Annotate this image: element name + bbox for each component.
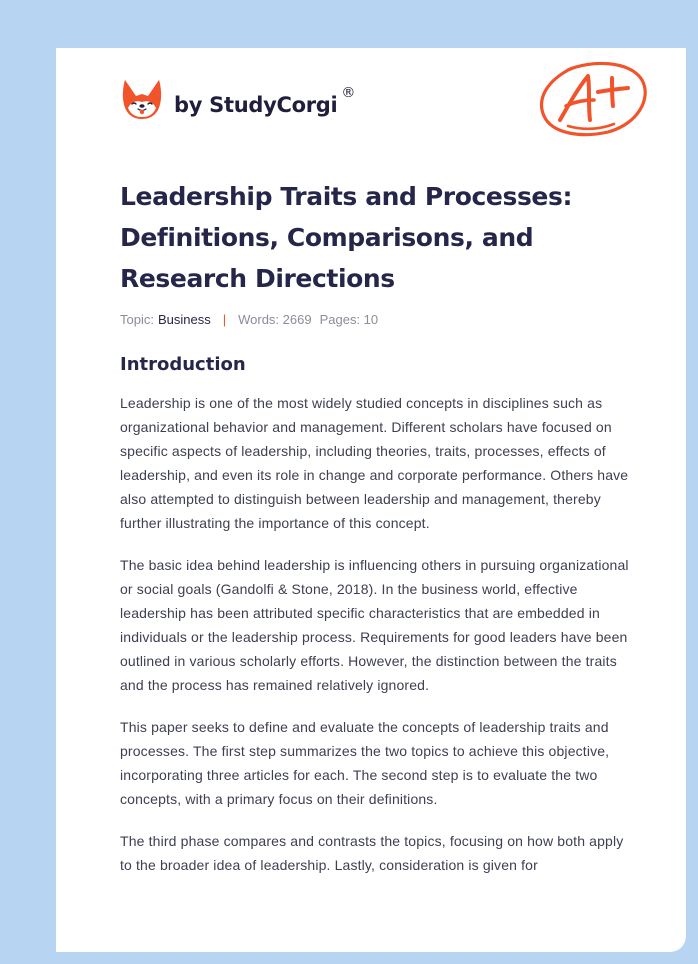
page-count: Pages: 10: [319, 312, 379, 327]
word-count: Words: 2669: [238, 312, 312, 327]
document-card: [56, 48, 686, 952]
document-meta: [120, 312, 378, 327]
corgi-logo-icon: [122, 76, 162, 120]
document-body: [120, 391, 636, 895]
topic-label: Topic:: [120, 312, 154, 327]
logo-text: by StudyCorgi: [174, 93, 338, 117]
document-title: Leadership Traits and Processes: Definitions, Comparisons, and Research Directions: [120, 182, 573, 293]
paragraph: The third phase compares and contrasts the topics, focusing on how both apply to the broader idea of leadership. Lastly, consideration is given for: [120, 833, 624, 873]
studycorgi-logo[interactable]: [122, 76, 355, 120]
a-plus-grade-icon: [538, 58, 650, 140]
section-heading-introduction: Introduction: [120, 354, 246, 375]
registered-mark: ®: [341, 85, 356, 101]
paragraph: The basic idea behind leadership is influencing others in pursuing organizational or social goals (Gandolfi & Stone, 2018). In the business world, effective leadership has been attributed specific characteristics that are embedded in individuals or the leadership process. Requirements for good leaders have been outlined in various scholarly efforts. However, the distinction between the traits and the process has remained relatively ignored.: [120, 557, 629, 693]
meta-separator: |: [222, 312, 227, 327]
paragraph: Leadership is one of the most widely studied concepts in disciplines such as organizational behavior and management. Different scholars have focused on specific aspects of leadership, including theories, traits, processes, effects of leadership, and even its role in change and corporate performance. Others have also attempted to distinguish between leadership and management, thereby further illustrating the importance of this concept.: [120, 395, 629, 531]
topic-link[interactable]: Business: [157, 312, 211, 327]
paragraph: This paper seeks to define and evaluate the concepts of leadership traits and processes. The first step summarizes the two topics to achieve this objective, incorporating three articles for each. The second step is to evaluate the two concepts, with a primary focus on their definitions.: [120, 719, 610, 807]
